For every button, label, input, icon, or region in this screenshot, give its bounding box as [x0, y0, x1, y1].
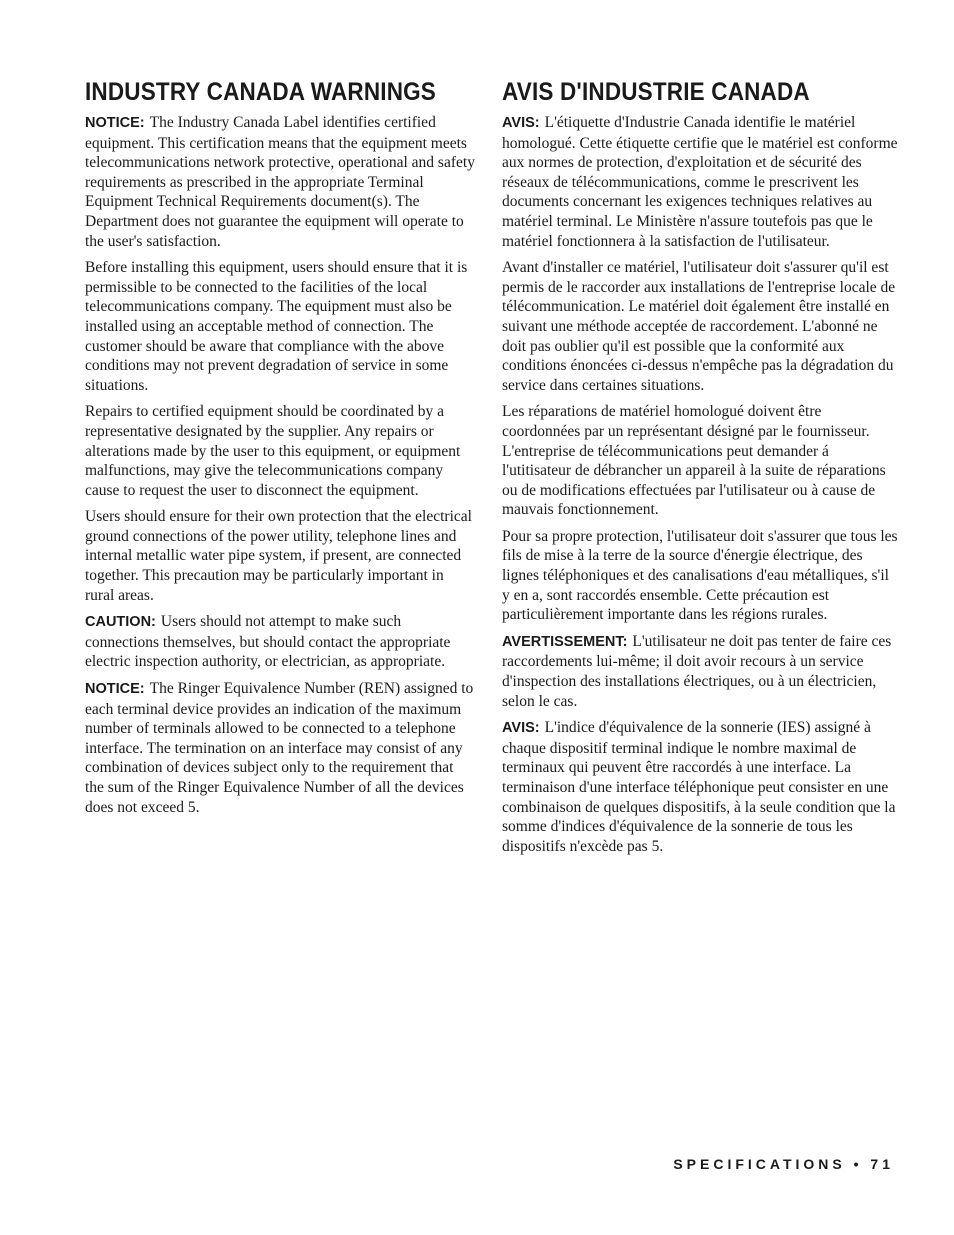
ies-avis-paragraph [502, 718, 898, 856]
notice-label: NOTICE: [85, 115, 145, 131]
installation-paragraph: Avant d'installer ce matériel, l'utilisateur doit s'assurer qu'il est permis de le raccorder aux installations de l'entreprise locale de télécommunication. Le matériel doit également être installé en suivant une méthode acceptée de raccordement. L'abonné ne doit pas oublier qu'il est possible que la conformité aux conditions énoncées ci-dessus n'empêche pas la dégradation du service dans certaines situations. [502, 259, 896, 394]
caution-label: CAUTION: [85, 614, 156, 631]
repairs-paragraph: Repairs to certified equipment should be coordinated by a representative designated by the supplier. Any repairs or alterations made by the user to this equipment, or equipment malfunctions, may give the telecommunications company cause to request the user to disconnect the equipment. [85, 403, 461, 499]
english-column [85, 78, 475, 824]
notice-paragraph [85, 113, 475, 251]
section-title: INDUSTRY CANADA WARNINGS [85, 78, 436, 106]
grounding-paragraph: Pour sa propre protection, l'utilisateur doit s'assurer que tous les fils de mise à la terre de la source d'énergie électrique, des lignes téléphoniques et des canalisations d'eau métalliques, s'il y en a, sont raccordés ensemble. Cette précaution est particulièrement importante dans les régions rurales. [502, 527, 898, 624]
avertissement-paragraph [502, 632, 898, 711]
french-column [502, 78, 898, 863]
grounding-paragraph: Users should ensure for their own protection that the electrical ground connections of the power utility, telephone lines and internal metallic water pipe system, if present, are connected together. This precaution may be particularly important in rural areas. [85, 508, 472, 604]
avis-paragraph [502, 113, 898, 251]
caution-paragraph [85, 612, 475, 672]
notice-label: NOTICE: [85, 681, 145, 698]
avis-label: AVIS: [502, 720, 540, 737]
installation-paragraph: Before installing this equipment, users should ensure that it is permissible to be connected to the facilities of the local telecommunications company. The equipment must also be installed using an acceptable method of connection. The customer should be aware that compliance with the above conditions may not prevent degradation of service in some situations. [85, 259, 468, 394]
paragraph-text: L'utilisateur ne doit pas tenter de faire ces raccordements lui-même; il doit avoir recours à un service d'inspection des installations électriques, ou à un électricien, selon le cas. [502, 632, 892, 710]
page-footer: SPECIFICATIONS • 71 [673, 1156, 894, 1172]
paragraph-text: The Ringer Equivalence Number (REN) assigned to each terminal device provides an indication of the maximum number of terminals allowed to be connected to a telephone interface. The termination on an interface may consist of any combination of devices subject only to the requirement that the sum of the Ringer Equivalence Number of all the devices does not exceed 5. [85, 680, 474, 816]
avis-label: AVIS: [502, 115, 540, 131]
paragraph-text: Users should not attempt to make such connections themselves, but should contact the appropriate electric inspection authority, or electrician, as appropriate. [85, 613, 451, 671]
paragraph-text: L'indice d'équivalence de la sonnerie (IES) assigné à chaque dispositif terminal indique le nombre maximal de terminaux qui peuvent être raccordés à une interface. La terminaison d'une interface téléphonique peut consister en une combinaison de quelques dispositifs, à la seule condition que la somme d'indices d'équivalence de la sonnerie de tous les dispositifs n'excède pas 5. [502, 719, 896, 855]
ren-notice-paragraph [85, 679, 475, 817]
paragraph-text: The Industry Canada Label identifies certified equipment. This certification means that the equipment meets telecommunications network protective, operational and safety requirements as prescribed in the appropriate Terminal Equipment Technical Requirements document(s). The Department does not guarantee the equipment will operate to the user's satisfaction. [85, 114, 475, 250]
section-title: AVIS D'INDUSTRIE CANADA [502, 78, 810, 106]
paragraph-text: L'étiquette d'Industrie Canada identifie le matériel homologué. Cette étiquette certifie que le matériel est conforme aux normes de protection, d'exploitation et de sécurité des réseaux de télécommunications, comme le prescrivent les documents concernant les exigences techniques relatives au matériel terminal. Le Ministère n'assure toutefois pas que le matériel fonctionnera à la satisfaction de l'utilisateur. [502, 114, 898, 250]
avertissement-label: AVERTISSEMENT: [502, 633, 628, 650]
repairs-paragraph: Les réparations de matériel homologué doivent être coordonnées par un représentant désigné par le fournisseur. L'entreprise de télécommunications peut demander á l'utitisateur de débrancher un appareil à la suite de réparations ou de modifications effectuées par l'utilisateur ou à cause de mauvais fonctionnement. [502, 403, 886, 519]
